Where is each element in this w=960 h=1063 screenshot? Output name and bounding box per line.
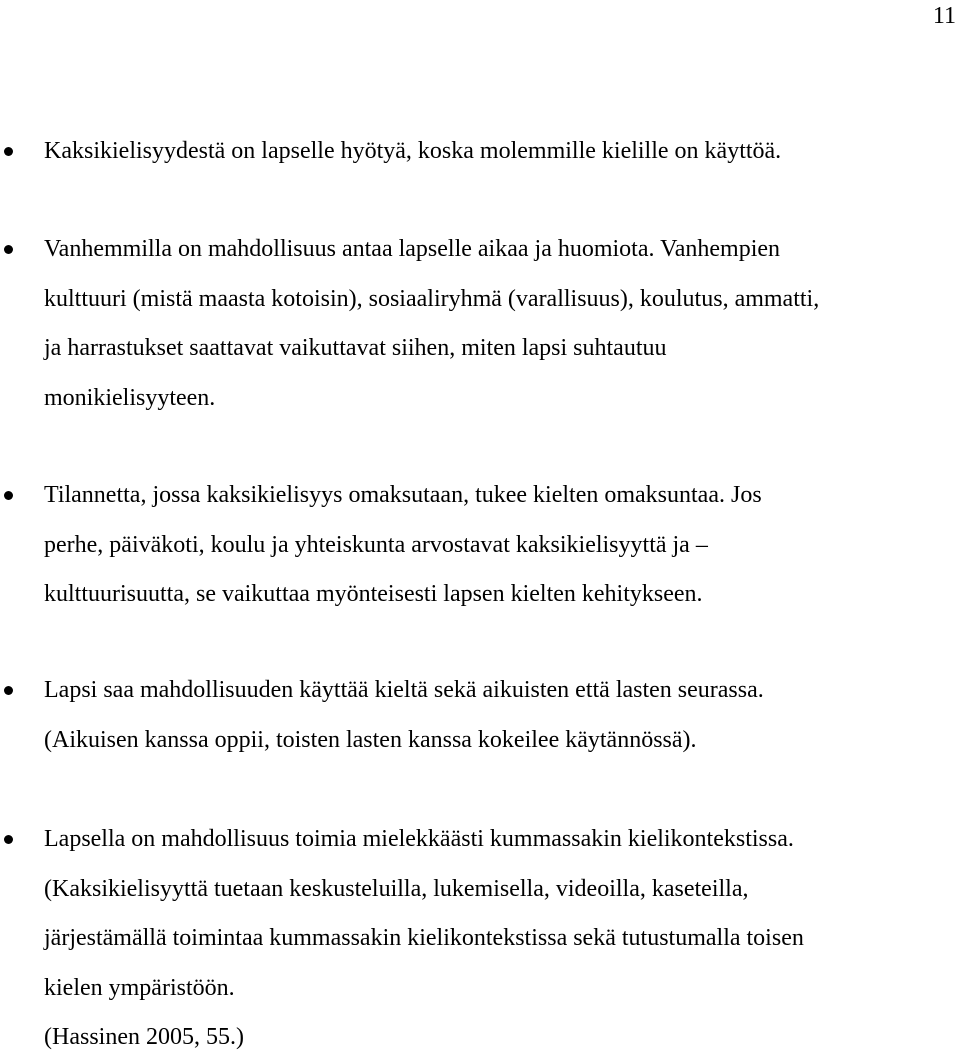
page-number: 11 bbox=[932, 3, 956, 29]
text-line: Vanhemmilla on mahdollisuus antaa lapselle aikaa ja huomiota. Vanhempien bbox=[44, 236, 781, 262]
bullet-text bbox=[44, 666, 960, 765]
text-line: (Aikuisen kanssa oppii, toisten lasten kanssa kokeilee käytännössä). bbox=[44, 726, 697, 753]
bullet-text bbox=[44, 471, 960, 620]
bullet-text bbox=[44, 225, 960, 423]
bullet-icon bbox=[4, 147, 13, 156]
text-line: Lapsi saa mahdollisuuden käyttää kieltä sekä aikuisten että lasten seurassa. bbox=[44, 677, 764, 703]
text-line: ja harrastukset saattavat vaikuttavat siihen, miten lapsi suhtautuu bbox=[44, 335, 667, 361]
bullet-icon bbox=[4, 491, 13, 500]
bullet-icon bbox=[4, 835, 13, 844]
text-line: perhe, päiväkoti, koulu ja yhteiskunta arvostavat kaksikielisyyttä ja – bbox=[44, 531, 708, 558]
bullet-icon bbox=[4, 686, 13, 695]
text-line: Kaksikielisyydestä on lapselle hyötyä, koska molemmille kielille on käyttöä. bbox=[44, 138, 782, 164]
citation-line: (Hassinen 2005, 55.) bbox=[44, 1024, 244, 1050]
text-line: (Kaksikielisyyttä tuetaan keskusteluilla, lukemisella, videoilla, kaseteilla, bbox=[44, 875, 749, 902]
text-line: monikielisyyteen. bbox=[44, 384, 216, 411]
text-line: Tilannetta, jossa kaksikielisyys omaksutaan, tukee kielten omaksuntaa. Jos bbox=[44, 482, 762, 508]
bullet-icon bbox=[4, 245, 13, 254]
text-line: Lapsella on mahdollisuus toimia mielekkäästi kummassakin kielikontekstissa. bbox=[44, 826, 794, 852]
bullet-text bbox=[44, 815, 960, 1063]
text-line: kulttuurisuutta, se vaikuttaa myönteisesti lapsen kielten kehitykseen. bbox=[44, 581, 703, 607]
text-line: kielen ympäristöön. bbox=[44, 974, 235, 1001]
text-line: kulttuuri (mistä maasta kotoisin), sosiaaliryhmä (varallisuus), koulutus, ammatti, bbox=[44, 285, 820, 312]
text-line: järjestämällä toimintaa kummassakin kielikontekstissa sekä tutustumalla toisen bbox=[44, 925, 804, 951]
bullet-text bbox=[44, 127, 960, 177]
